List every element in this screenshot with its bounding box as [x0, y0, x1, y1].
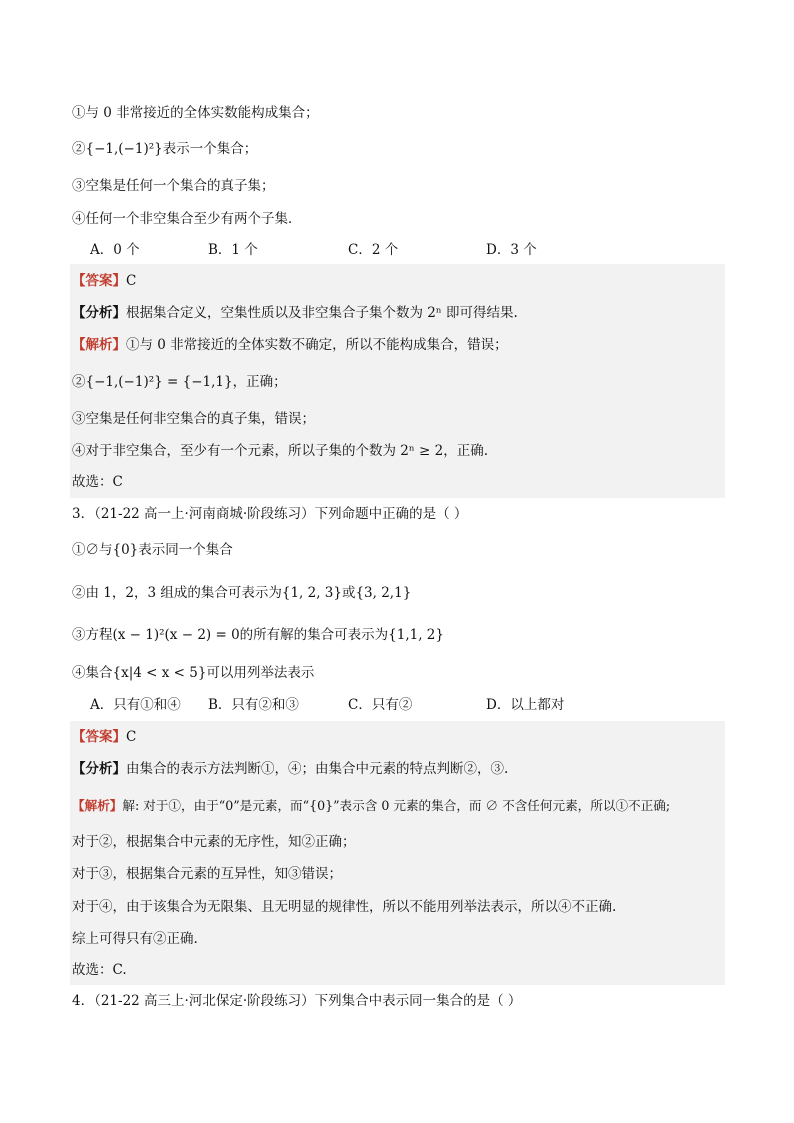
q3-option-d: D．以上都对 — [486, 697, 565, 713]
q2-option-d: D．3 个 — [486, 242, 537, 258]
q3-answer — [72, 727, 136, 747]
solution-text: 解: 对于①，由于“0”是元素，而“{0}”表示含 0 元素的集合，而 ∅ 不含任何元素，所以①不正确; — [122, 798, 671, 813]
solution-text: ①与 0 非常接近的全体实数不确定，所以不能构成集合，错误； — [126, 337, 508, 353]
q2-item-3: ③空集是任何一个集合的真子集； — [72, 178, 275, 194]
q2-option-b: B．1 个 — [208, 242, 258, 258]
q3-option-c: C．只有② — [348, 697, 413, 713]
q2-option-a: A．0 个 — [90, 242, 140, 258]
analysis-label: 【分析】 — [72, 305, 126, 321]
q3-option-b: B．只有②和③ — [208, 697, 299, 713]
q3-item-1: ①∅与{0}表示同一个集合 — [72, 542, 233, 558]
q2-item-4: ④任何一个非空集合至少有两个子集． — [72, 211, 302, 227]
q3-solution-line-3: 对于③，根据集合元素的互异性，知③错误； — [72, 866, 342, 882]
q3-solution-first — [72, 796, 670, 816]
answer-value: C — [126, 273, 137, 289]
answer-label: 【答案】 — [72, 729, 126, 745]
q3-item-4: ④集合{x|4 < x < 5}可以用列举法表示 — [72, 665, 315, 681]
q3-solution-line-2: 对于②，根据集合中元素的无序性，知②正确； — [72, 834, 356, 850]
q3-item-3: ③方程(x − 1)²(x − 2) = 0的所有解的集合可表示为{1,1, 2} — [72, 627, 444, 643]
q2-solution-line-4: ④对于非空集合，至少有一个元素，所以子集的个数为 2ⁿ ≥ 2，正确. — [72, 443, 488, 459]
q2-analysis — [72, 303, 518, 323]
q2-item-2: ②{−1,(−1)²}表示一个集合； — [72, 141, 258, 157]
q2-option-c: C．2 个 — [348, 242, 399, 258]
q3-analysis — [72, 759, 508, 779]
q3-stem: 3．（21-22 高一上·河南商城·阶段练习）下列命题中正确的是（ ） — [72, 506, 468, 522]
q2-solution-first — [72, 335, 508, 355]
q3-option-a: A．只有①和④ — [90, 697, 181, 713]
q2-item-1: ①与 0 非常接近的全体实数能构成集合； — [72, 105, 319, 121]
q2-answer — [72, 271, 136, 291]
q4-stem: 4．（21-22 高三上·河北保定·阶段练习）下列集合中表示同一集合的是（ ） — [72, 993, 522, 1009]
analysis-label: 【分析】 — [72, 761, 126, 777]
answer-label: 【答案】 — [72, 273, 126, 289]
solution-label: 【解析】 — [72, 337, 126, 353]
q2-solution-line-2: ②{−1,(−1)²} = {−1,1}，正确； — [72, 374, 287, 390]
q3-item-2: ②由 1，2，3 组成的集合可表示为{1, 2, 3}或{3, 2,1} — [72, 585, 412, 601]
analysis-text: 根据集合定义，空集性质以及非空集合子集个数为 2ⁿ 即可得结果. — [126, 305, 518, 321]
analysis-text: 由集合的表示方法判断①，④；由集合中元素的特点判断②，③. — [126, 761, 509, 777]
q2-solution-line-3: ③空集是任何非空集合的真子集，错误； — [72, 411, 315, 427]
q2-conclusion: 故选：C — [72, 474, 123, 490]
answer-value: C — [126, 729, 137, 745]
q3-conclusion: 故选：C. — [72, 962, 127, 978]
solution-label: 【解析】 — [72, 798, 123, 813]
q3-solution-line-5: 综上可得只有②正确. — [72, 931, 198, 947]
q3-solution-line-4: 对于④，由于该集合为无限集、且无明显的规律性，所以不能用列举法表示，所以④不正确. — [72, 899, 617, 915]
